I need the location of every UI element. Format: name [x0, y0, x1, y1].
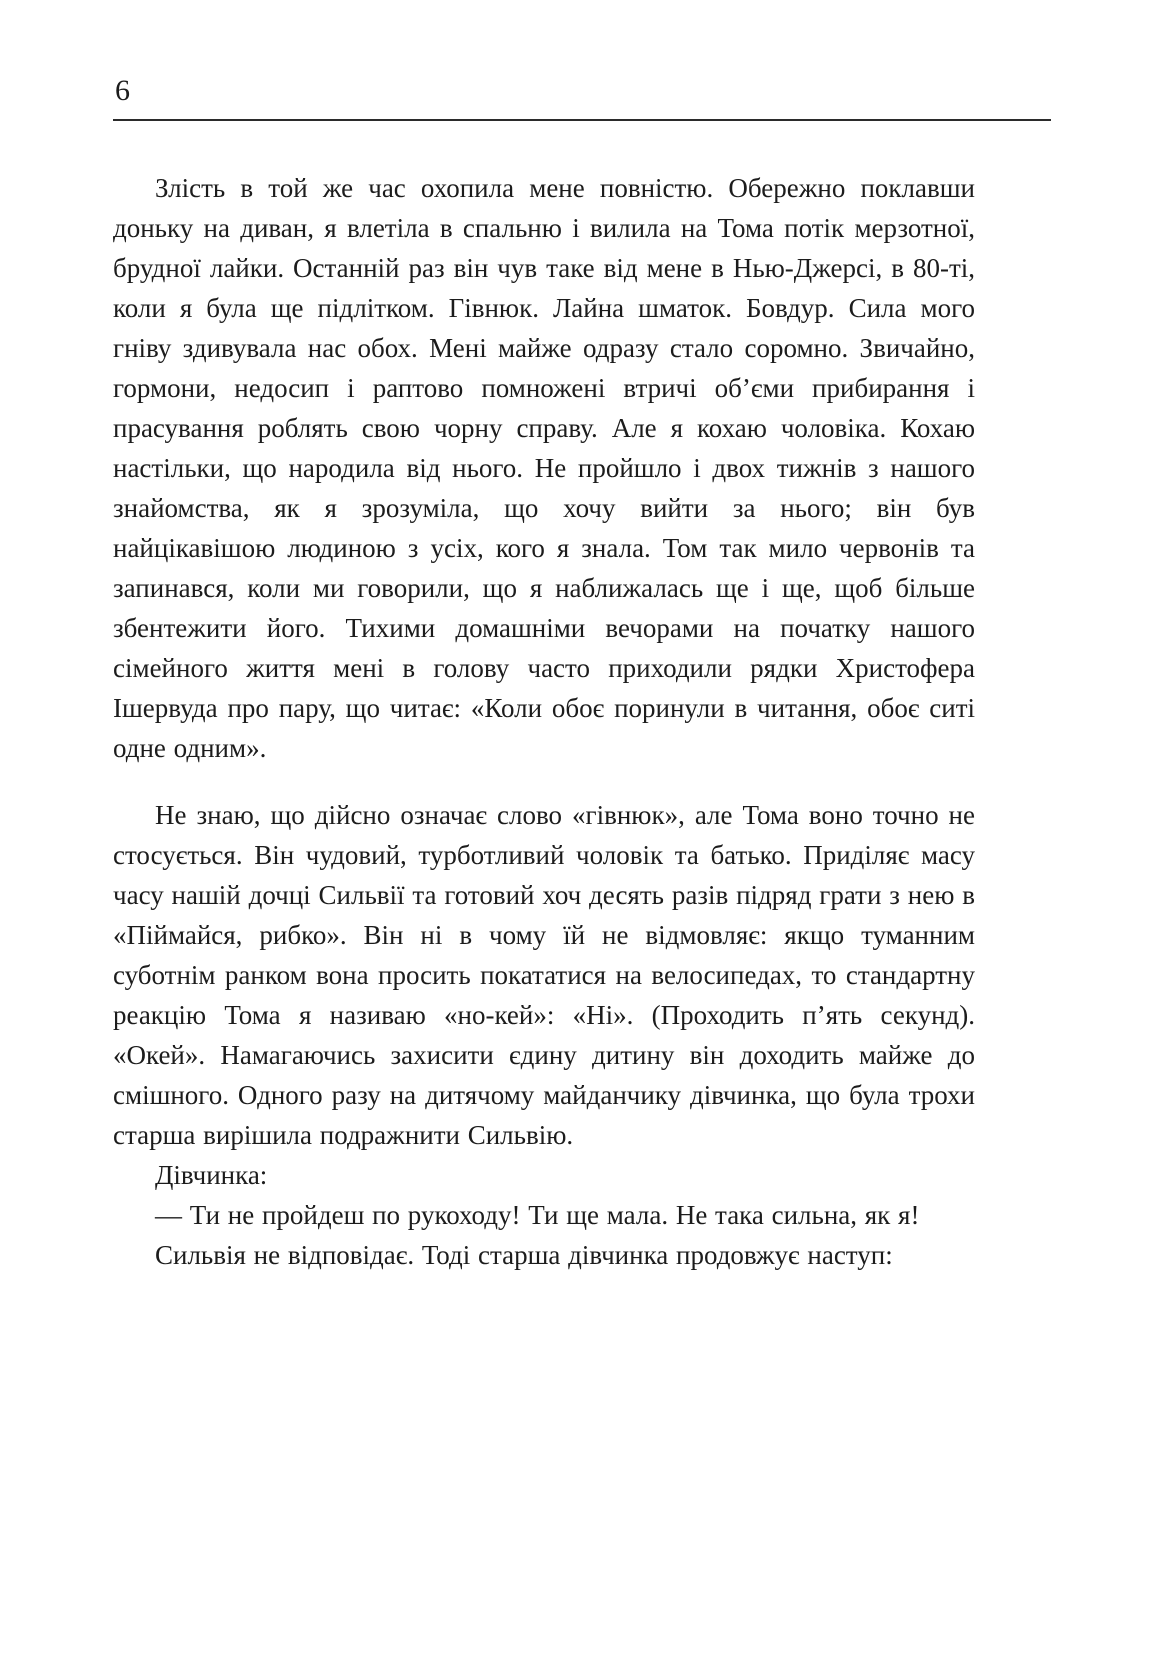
- paragraph-closing: Сильвія не відповідає. Тоді старша дівчинка продовжує наступ:: [155, 1240, 893, 1270]
- dialogue-speaker-label: Дівчинка:: [155, 1160, 268, 1190]
- header-rule: [113, 119, 1051, 121]
- paragraph-tom: Не знаю, що дійсно означає слово «гівнюк», але Тома воно точно не стосується. Він чудовий, турботливий чоловік та батько. Приділяє масу часу нашій дочці Сильвії та готовий хоч десять разів підряд грати з нею в «Піймайся, рибко». Він ні в чому їй не відмовляє: якщо туманним суботнім ранком вона просить покататися на велосипедах, то стандартну реакцію Тома я називаю «но-кей»: «Ні». (Проходить п’ять секунд). «Окей». Намагаючись захисити єдину дитину він доходить майже до смішного. Одного разу на дитячому майданчику дівчинка, що була трохи старша вирішила подражнити Сильвію.: [113, 800, 975, 1150]
- page-text: [113, 168, 975, 1275]
- paragraph-anger: Злість в той же час охопила мене повністю. Обережно поклавши доньку на диван, я влетіла в спальню і вилила на Тома потік мерзотної, брудної лайки. Останній раз він чув таке від мене в Нью-Джерсі, в 80-ті, коли я була ще підлітком. Гівнюк. Лайна шматок. Бовдур. Сила мого гніву здивувала нас обох. Мені майже одразу стало соромно. Звичайно, гормони, недосип і раптово помножені втричі об’єми прибирання і прасування роблять свою чорну справу. Але я кохаю чоловіка. Кохаю настільки, що народила від нього. Не пройшло і двох тижнів з нашого знайомства, як я зрозуміла, що хочу вийти за нього; він був найцікавішою людиною з усіх, кого я знала. Том так мило червонів та запинався, коли ми говорили, що я наближалась ще і ще, щоб більше збентежити його. Тихими домашніми вечорами на початку нашого сімейного життя мені в голову часто приходили рядки Христофера Ішервуда про пару, що читає: «Коли обоє поринули в читання, обоє ситі одне одним».: [113, 173, 975, 763]
- page-number: 6: [115, 74, 130, 107]
- dialogue-line: — Ти не пройдеш по рукоходу! Ти ще мала. Не така сильна, як я!: [155, 1200, 920, 1230]
